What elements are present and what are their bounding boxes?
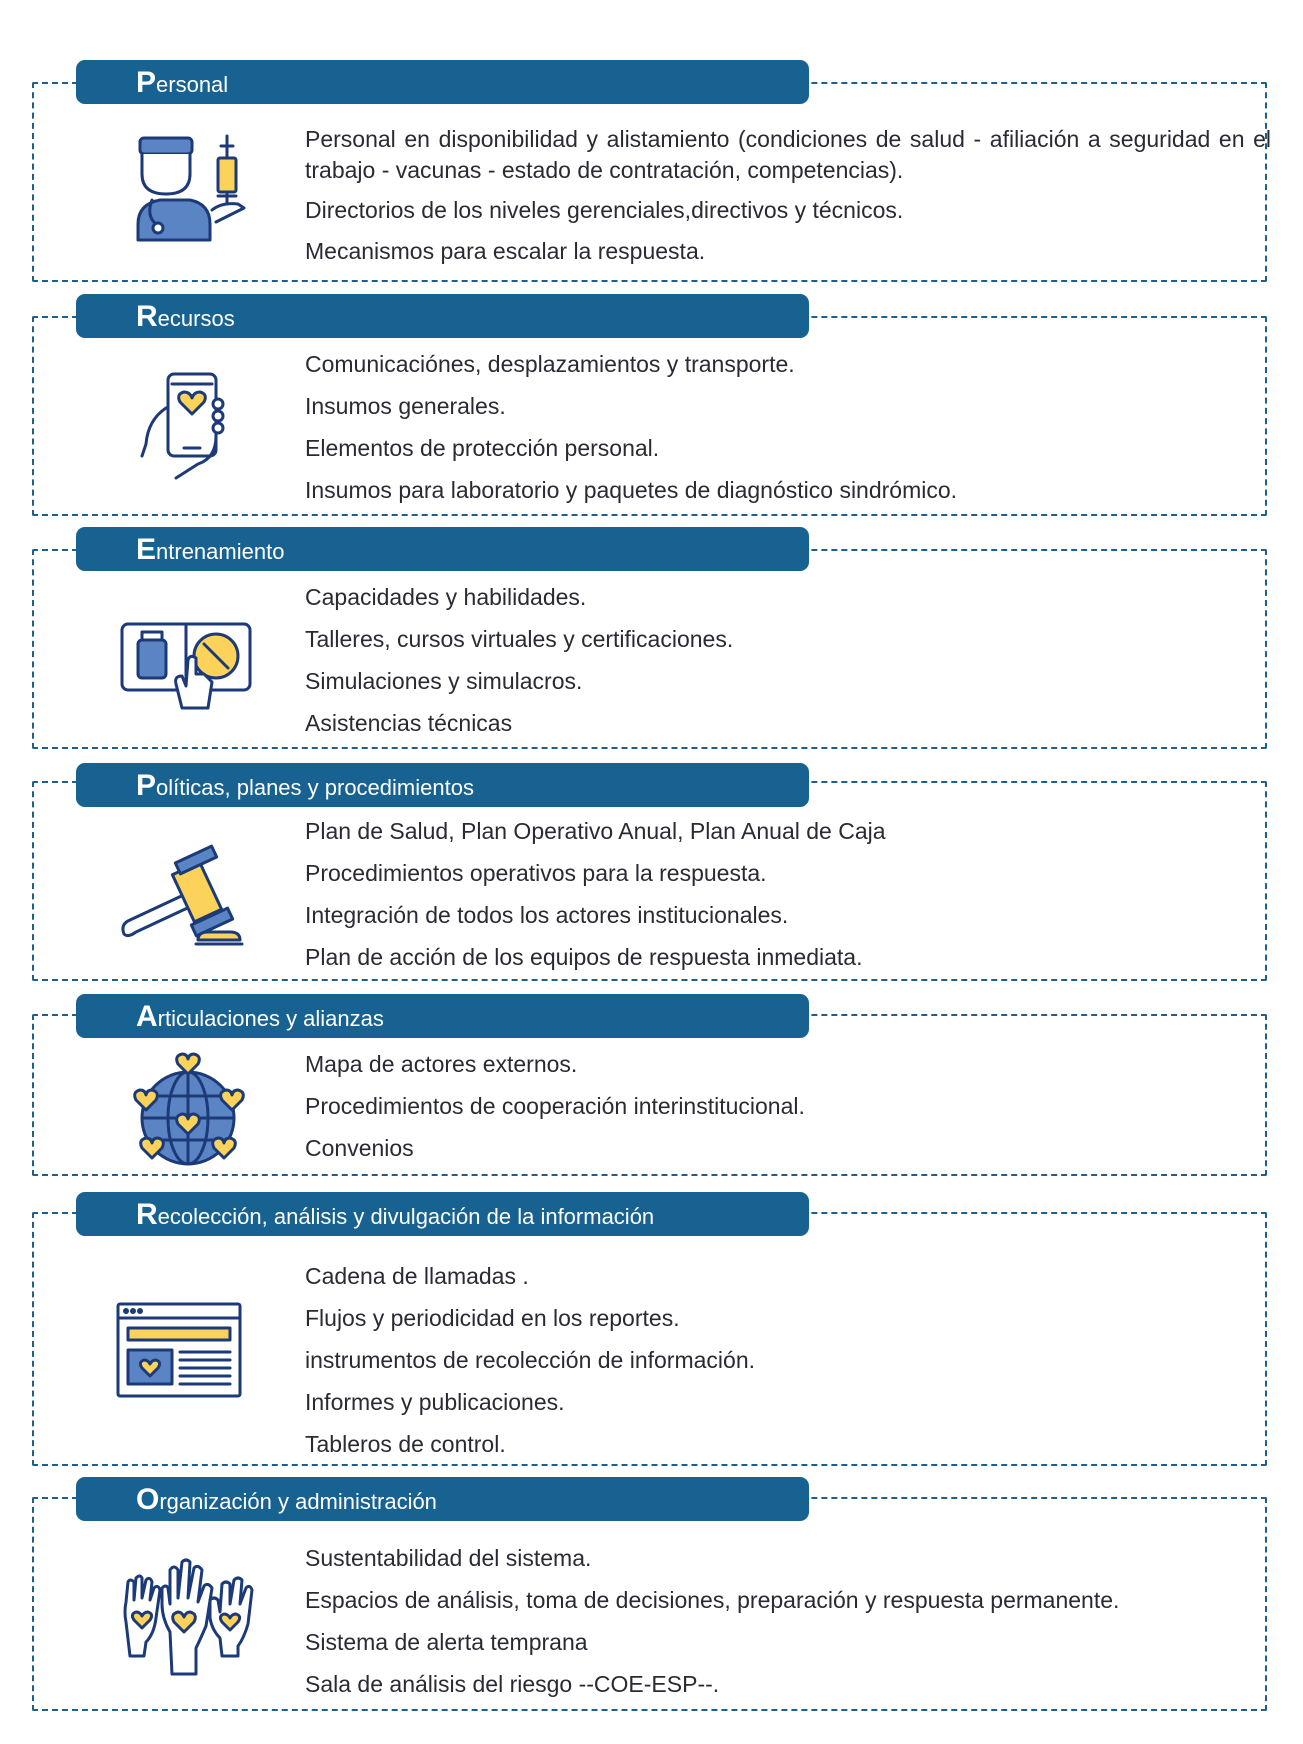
smartphone-heart-icon [112,364,264,494]
section-header-recursos [76,294,809,338]
list-item: Cadena de llamadas . [305,1263,529,1289]
raised-hands-hearts-icon [112,1552,264,1682]
item-list-recursos [305,350,1271,505]
list-item: Espacios de análisis, toma de decisiones, preparación y respuesta permanente. [305,1587,1120,1613]
list-item: Capacidades y habilidades. [305,584,587,610]
item-list-organizacion [305,1544,1271,1699]
header-initial: R [136,1198,158,1231]
header-initial: E [136,533,157,566]
list-item: Procedimientos operativos para la respuesta. [305,860,767,886]
item-list-articulaciones [305,1050,1271,1163]
list-item: Directorios de los niveles gerenciales,directivos y técnicos. [305,197,904,223]
list-item: Flujos y periodicidad en los reportes. [305,1305,680,1331]
section-header-recoleccion [76,1192,809,1236]
training-screen-icon [112,596,264,726]
list-item: Personal en disponibilidad y alistamiento (condiciones de salud - afiliación a seguridad en el trabajo - vacunas - estado de contratación, competencias). [305,126,1271,183]
item-list-recoleccion [305,1262,1271,1459]
section-header-articulaciones [76,994,809,1038]
list-item: Integración de todos los actores institucionales. [305,902,789,928]
header-title: rganización y administración [159,1489,437,1514]
list-item: Asistencias técnicas [305,710,513,736]
item-list-personal [305,124,1271,266]
list-item: Mapa de actores externos. [305,1051,578,1077]
list-item: Convenios [305,1135,414,1161]
header-initial: P [136,769,157,802]
list-item: Tableros de control. [305,1431,506,1457]
list-item: Plan de Salud, Plan Operativo Anual, Plan Anual de Caja [305,818,886,844]
list-item: Insumos para laboratorio y paquetes de diagnóstico sindrómico. [305,477,958,503]
list-item: Insumos generales. [305,393,506,419]
list-item: Elementos de protección personal. [305,435,660,461]
item-list-entrenamiento [305,583,1271,738]
header-title: ersonal [156,72,229,97]
list-item: instrumentos de recolección de información. [305,1347,756,1373]
list-item: Comunicaciónes, desplazamientos y transporte. [305,351,795,377]
globe-hearts-icon [112,1048,264,1178]
list-item: Informes y publicaciones. [305,1389,565,1415]
list-item: Procedimientos de cooperación interinstitucional. [305,1093,805,1119]
section-header-entrenamiento [76,527,809,571]
browser-window-icon [112,1290,264,1420]
item-list-politicas [305,817,1271,972]
header-initial: R [136,300,158,333]
list-item: Simulaciones y simulacros. [305,668,583,694]
list-item: Mecanismos para escalar la respuesta. [305,238,706,264]
list-item: Talleres, cursos virtuales y certificaciones. [305,626,734,652]
header-title: ecursos [157,306,235,331]
list-item: Sala de análisis del riesgo --COE-ESP--. [305,1671,720,1697]
header-initial: A [136,1000,158,1033]
header-initial: P [136,66,157,99]
section-header-politicas [76,763,809,807]
list-item: Plan de acción de los equipos de respuesta inmediata. [305,944,863,970]
header-title: olíticas, planes y procedimientos [156,775,474,800]
gavel-icon [112,840,264,970]
list-item: Sustentabilidad del sistema. [305,1545,592,1571]
section-header-personal [76,60,809,104]
header-initial: O [136,1483,160,1516]
header-title: ecolección, análisis y divulgación de la información [157,1204,655,1229]
header-title: ntrenamiento [156,539,285,564]
list-item: Sistema de alerta temprana [305,1629,588,1655]
doctor-syringe-icon [112,124,264,254]
section-header-organizacion [76,1477,809,1521]
header-title: rticulaciones y alianzas [157,1006,384,1031]
